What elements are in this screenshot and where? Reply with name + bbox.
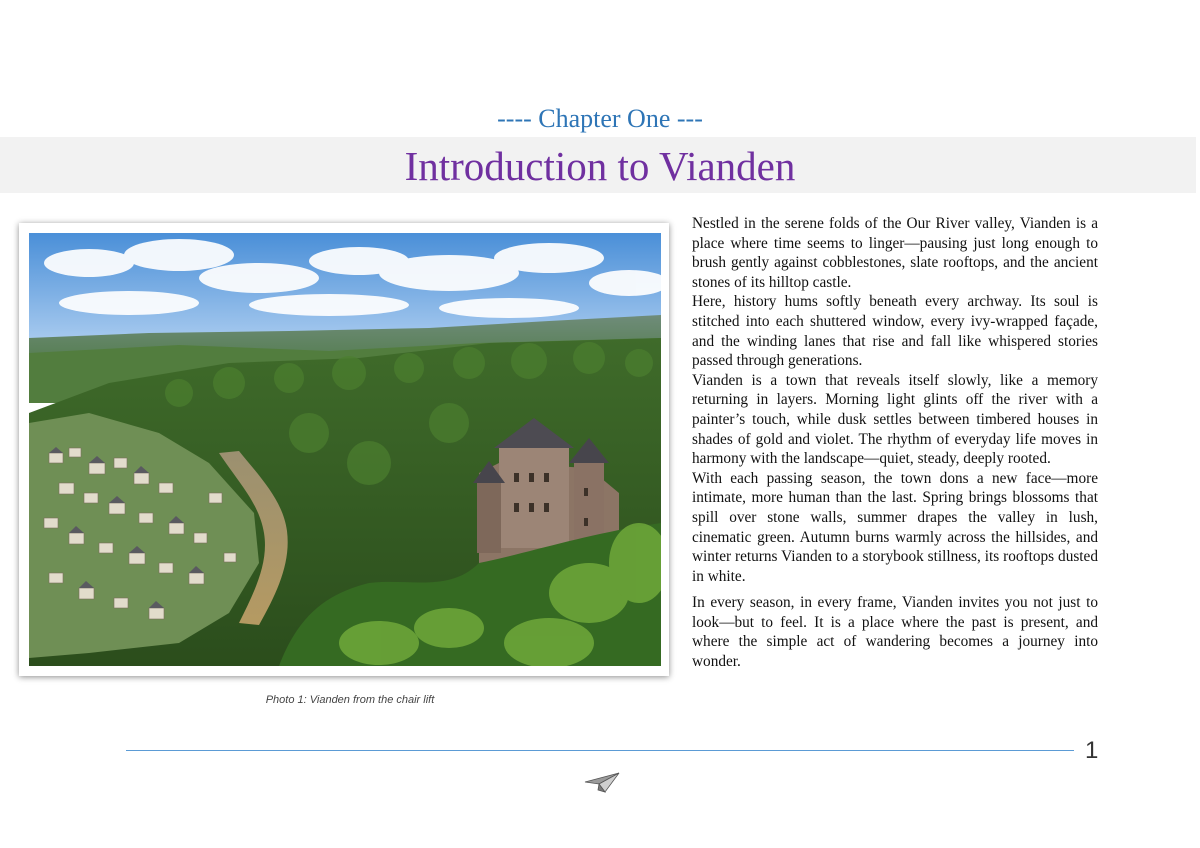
- paragraph: With each passing season, the town dons a new face—more intimate, more human than the last. Spring brings blossoms that spill over stone walls, summer drapes the valley in lush, cinematic green. Autumn burns warmly across the hillsides, and winter returns Vianden to a storybook stillness, its rooftops dusted in white.: [692, 469, 1098, 585]
- paper-plane-icon: [583, 770, 621, 799]
- paragraph: Here, history hums softly beneath every archway. Its soul is stitched into each shuttered window, every ivy-wrapped façade, and the winding lanes that rise and fall like whispered stories passed through generations.: [692, 293, 1098, 370]
- photo-caption: Photo 1: Vianden from the chair lift: [265, 694, 435, 706]
- page-number: 1: [1085, 737, 1099, 764]
- chapter-heading: ---- Chapter One ---: [497, 104, 703, 133]
- paragraph: In every season, in every frame, Vianden invites you not just to look—but to feel. It is a place where the past is present, and where the simple act of wandering becomes a journey into wonder.: [692, 594, 1098, 671]
- paragraph: Nestled in the serene folds of the Our River valley, Vianden is a place where time seems to linger—pausing just long enough to brush gently against cobblestones, slate rooftops, and the ancient stones of its hilltop castle.: [692, 215, 1098, 291]
- body-text: [692, 214, 1098, 672]
- footer-rule: [126, 750, 1074, 751]
- paragraph: Vianden is a town that reveals itself slowly, like a memory returning in layers. Morning light glints off the river with a painter’s touch, while dusk settles between timbered houses in shades of gold and violet. The rhythm of everyday life moves in harmony with the landscape—quiet, steady, deeply rooted.: [692, 371, 1098, 468]
- page-title: Introduction to Vianden: [404, 143, 796, 189]
- vianden-landscape-photo: [29, 233, 661, 666]
- photo-frame: [19, 223, 669, 676]
